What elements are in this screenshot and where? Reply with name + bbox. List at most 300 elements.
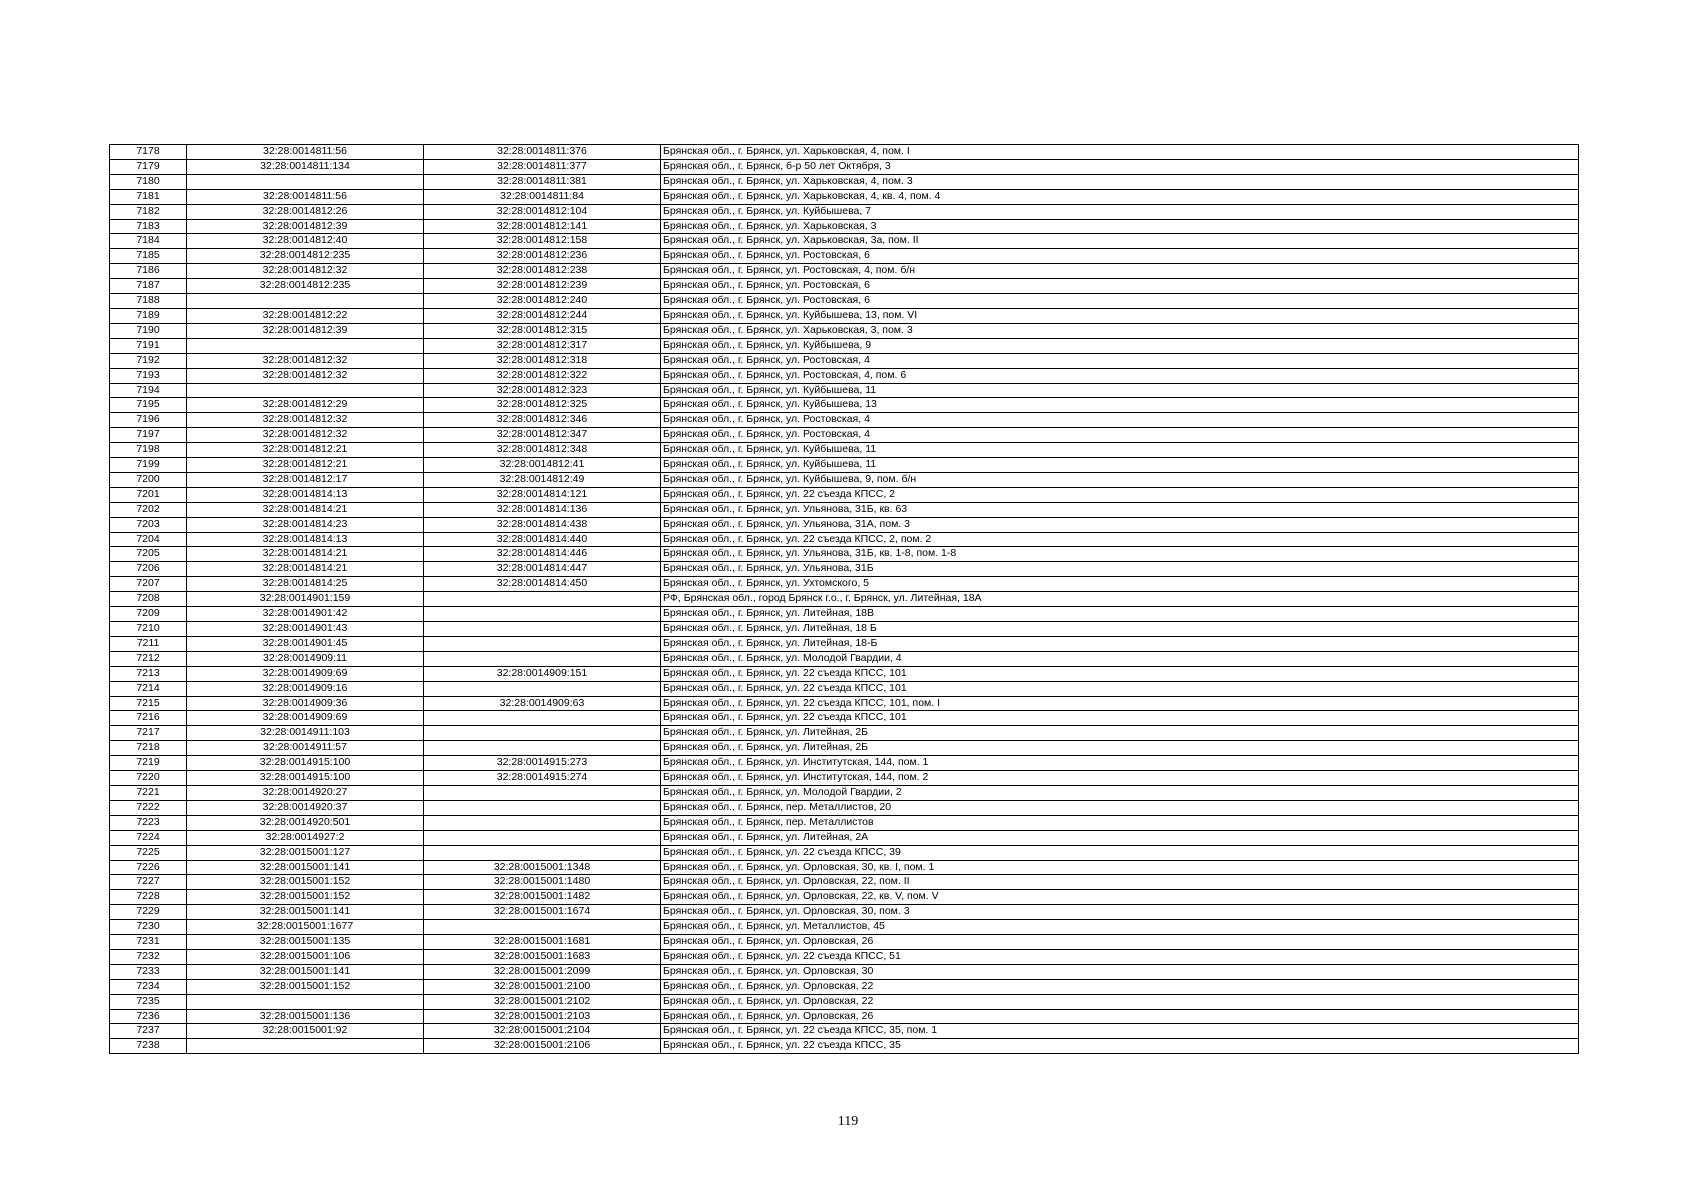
land-plot-number-cell: 32:28:0014814:13	[187, 532, 424, 547]
row-number-cell: 7193	[110, 368, 187, 383]
table-row	[110, 577, 1579, 592]
address-cell: Брянская обл., г. Брянск, ул. Орловская, 22	[661, 994, 1579, 1009]
row-number-cell: 7234	[110, 979, 187, 994]
address-cell: РФ, Брянская обл., город Брянск г.о., г. Брянск, ул. Литейная, 18А	[661, 592, 1579, 607]
table-row	[110, 666, 1579, 681]
row-number-cell: 7230	[110, 920, 187, 935]
table-row	[110, 159, 1579, 174]
row-number-cell: 7228	[110, 890, 187, 905]
land-plot-number-cell: 32:28:0014812:39	[187, 323, 424, 338]
object-number-cell: 32:28:0014812:104	[424, 204, 661, 219]
table-row	[110, 949, 1579, 964]
address-cell: Брянская обл., г. Брянск, ул. Орловская, 22, кв. V, пом. V	[661, 890, 1579, 905]
address-cell: Брянская обл., г. Брянск, ул. Харьковская, 3	[661, 219, 1579, 234]
address-cell: Брянская обл., г. Брянск, ул. Ухтомского, 5	[661, 577, 1579, 592]
address-cell: Брянская обл., г. Брянск, ул. Литейная, 18 Б	[661, 622, 1579, 637]
row-number-cell: 7179	[110, 159, 187, 174]
object-number-cell	[424, 800, 661, 815]
address-cell: Брянская обл., г. Брянск, ул. Харьковская, 4, пом. I	[661, 145, 1579, 160]
object-number-cell: 32:28:0014812:239	[424, 279, 661, 294]
object-number-cell: 32:28:0014812:236	[424, 249, 661, 264]
table-row	[110, 234, 1579, 249]
address-cell: Брянская обл., г. Брянск, ул. Молодой Гвардии, 4	[661, 651, 1579, 666]
table-row	[110, 935, 1579, 950]
row-number-cell: 7207	[110, 577, 187, 592]
land-plot-number-cell: 32:28:0015001:141	[187, 860, 424, 875]
address-cell: Брянская обл., г. Брянск, ул. Орловская, 30, кв. I, пом. 1	[661, 860, 1579, 875]
table-row	[110, 443, 1579, 458]
row-number-cell: 7194	[110, 383, 187, 398]
address-cell: Брянская обл., г. Брянск, ул. Куйбышева, 7	[661, 204, 1579, 219]
land-plot-number-cell: 32:28:0015001:135	[187, 935, 424, 950]
object-number-cell: 32:28:0014811:84	[424, 189, 661, 204]
row-number-cell: 7236	[110, 1009, 187, 1024]
table-row	[110, 428, 1579, 443]
object-number-cell	[424, 636, 661, 651]
land-plot-number-cell: 32:28:0014814:23	[187, 517, 424, 532]
land-plot-number-cell	[187, 294, 424, 309]
object-number-cell: 32:28:0014814:447	[424, 562, 661, 577]
row-number-cell: 7200	[110, 472, 187, 487]
land-plot-number-cell: 32:28:0015001:152	[187, 890, 424, 905]
row-number-cell: 7235	[110, 994, 187, 1009]
land-plot-number-cell: 32:28:0014814:21	[187, 562, 424, 577]
address-cell: Брянская обл., г. Брянск, ул. Куйбышева, 11	[661, 443, 1579, 458]
table-row	[110, 607, 1579, 622]
address-cell: Брянская обл., г. Брянск, ул. Литейная, 2А	[661, 830, 1579, 845]
row-number-cell: 7210	[110, 622, 187, 637]
row-number-cell: 7208	[110, 592, 187, 607]
table-row	[110, 741, 1579, 756]
table-row	[110, 398, 1579, 413]
address-cell: Брянская обл., г. Брянск, ул. Орловская, 26	[661, 1009, 1579, 1024]
table-row	[110, 964, 1579, 979]
object-number-cell: 32:28:0014814:438	[424, 517, 661, 532]
object-number-cell	[424, 592, 661, 607]
table-row	[110, 279, 1579, 294]
table-row	[110, 1039, 1579, 1054]
address-cell: Брянская обл., г. Брянск, ул. Литейная, 2Б	[661, 726, 1579, 741]
address-cell: Брянская обл., г. Брянск, ул. Литейная, 18В	[661, 607, 1579, 622]
object-number-cell: 32:28:0014812:348	[424, 443, 661, 458]
object-number-cell: 32:28:0015001:1482	[424, 890, 661, 905]
address-cell: Брянская обл., г. Брянск, ул. 22 съезда КПСС, 35, пом. 1	[661, 1024, 1579, 1039]
table-row	[110, 681, 1579, 696]
object-number-cell: 32:28:0014811:377	[424, 159, 661, 174]
table-row	[110, 771, 1579, 786]
cadastral-table	[109, 144, 1579, 1054]
land-plot-number-cell: 32:28:0014812:235	[187, 249, 424, 264]
row-number-cell: 7205	[110, 547, 187, 562]
land-plot-number-cell: 32:28:0014920:37	[187, 800, 424, 815]
row-number-cell: 7201	[110, 487, 187, 502]
land-plot-number-cell: 32:28:0015001:152	[187, 979, 424, 994]
land-plot-number-cell: 32:28:0014812:26	[187, 204, 424, 219]
address-cell: Брянская обл., г. Брянск, ул. Ростовская, 4	[661, 428, 1579, 443]
address-cell: Брянская обл., г. Брянск, ул. 22 съезда КПСС, 101, пом. I	[661, 696, 1579, 711]
land-plot-number-cell: 32:28:0014915:100	[187, 756, 424, 771]
object-number-cell: 32:28:0015001:1348	[424, 860, 661, 875]
row-number-cell: 7202	[110, 502, 187, 517]
table-row	[110, 905, 1579, 920]
table-row	[110, 145, 1579, 160]
object-number-cell: 32:28:0014812:322	[424, 368, 661, 383]
row-number-cell: 7214	[110, 681, 187, 696]
table-row	[110, 353, 1579, 368]
row-number-cell: 7198	[110, 443, 187, 458]
land-plot-number-cell: 32:28:0015001:152	[187, 875, 424, 890]
address-cell: Брянская обл., г. Брянск, ул. Харьковская, 4, пом. 3	[661, 174, 1579, 189]
row-number-cell: 7188	[110, 294, 187, 309]
table-row	[110, 532, 1579, 547]
row-number-cell: 7191	[110, 338, 187, 353]
address-cell: Брянская обл., г. Брянск, ул. 22 съезда КПСС, 51	[661, 949, 1579, 964]
land-plot-number-cell: 32:28:0014901:43	[187, 622, 424, 637]
table-row	[110, 219, 1579, 234]
table-row	[110, 994, 1579, 1009]
object-number-cell: 32:28:0014812:240	[424, 294, 661, 309]
address-cell: Брянская обл., г. Брянск, ул. Ульянова, 31Б, кв. 63	[661, 502, 1579, 517]
table-row	[110, 845, 1579, 860]
table-row	[110, 890, 1579, 905]
object-number-cell: 32:28:0015001:2100	[424, 979, 661, 994]
land-plot-number-cell: 32:28:0014911:103	[187, 726, 424, 741]
row-number-cell: 7197	[110, 428, 187, 443]
object-number-cell: 32:28:0014812:141	[424, 219, 661, 234]
object-number-cell: 32:28:0015001:2103	[424, 1009, 661, 1024]
table-row	[110, 413, 1579, 428]
row-number-cell: 7233	[110, 964, 187, 979]
land-plot-number-cell: 32:28:0014814:21	[187, 547, 424, 562]
object-number-cell: 32:28:0014812:315	[424, 323, 661, 338]
land-plot-number-cell	[187, 383, 424, 398]
land-plot-number-cell: 32:28:0014909:11	[187, 651, 424, 666]
row-number-cell: 7182	[110, 204, 187, 219]
table-row	[110, 711, 1579, 726]
object-number-cell	[424, 726, 661, 741]
object-number-cell: 32:28:0015001:2104	[424, 1024, 661, 1039]
object-number-cell: 32:28:0014812:325	[424, 398, 661, 413]
address-cell: Брянская обл., г. Брянск, ул. Куйбышева, 11	[661, 383, 1579, 398]
table-row	[110, 592, 1579, 607]
land-plot-number-cell: 32:28:0014911:57	[187, 741, 424, 756]
object-number-cell: 32:28:0015001:1683	[424, 949, 661, 964]
land-plot-number-cell: 32:28:0014812:40	[187, 234, 424, 249]
address-cell: Брянская обл., г. Брянск, ул. Куйбышева, 9, пом. б/н	[661, 472, 1579, 487]
address-cell: Брянская обл., г. Брянск, ул. Литейная, 2Б	[661, 741, 1579, 756]
address-cell: Брянская обл., г. Брянск, ул. Орловская, 22, пом. II	[661, 875, 1579, 890]
row-number-cell: 7213	[110, 666, 187, 681]
table-row	[110, 502, 1579, 517]
address-cell: Брянская обл., г. Брянск, пер. Металлистов, 20	[661, 800, 1579, 815]
land-plot-number-cell: 32:28:0014927:2	[187, 830, 424, 845]
land-plot-number-cell: 32:28:0014901:42	[187, 607, 424, 622]
row-number-cell: 7229	[110, 905, 187, 920]
row-number-cell: 7195	[110, 398, 187, 413]
row-number-cell: 7225	[110, 845, 187, 860]
table-body	[110, 145, 1579, 1054]
land-plot-number-cell: 32:28:0014920:501	[187, 815, 424, 830]
table-row	[110, 383, 1579, 398]
object-number-cell	[424, 681, 661, 696]
land-plot-number-cell: 32:28:0014920:27	[187, 785, 424, 800]
land-plot-number-cell: 32:28:0015001:141	[187, 964, 424, 979]
table-row	[110, 189, 1579, 204]
address-cell: Брянская обл., г. Брянск, ул. Куйбышева, 11	[661, 458, 1579, 473]
land-plot-number-cell	[187, 174, 424, 189]
land-plot-number-cell: 32:28:0015001:92	[187, 1024, 424, 1039]
table-row	[110, 920, 1579, 935]
row-number-cell: 7223	[110, 815, 187, 830]
address-cell: Брянская обл., г. Брянск, ул. 22 съезда КПСС, 35	[661, 1039, 1579, 1054]
object-number-cell: 32:28:0014814:440	[424, 532, 661, 547]
object-number-cell: 32:28:0015001:2099	[424, 964, 661, 979]
address-cell: Брянская обл., г. Брянск, ул. 22 съезда КПСС, 101	[661, 711, 1579, 726]
table-row	[110, 860, 1579, 875]
object-number-cell: 32:28:0014915:273	[424, 756, 661, 771]
address-cell: Брянская обл., г. Брянск, ул. Харьковская, 4, кв. 4, пом. 4	[661, 189, 1579, 204]
address-cell: Брянская обл., г. Брянск, ул. Куйбышева, 13, пом. VI	[661, 308, 1579, 323]
address-cell: Брянская обл., г. Брянск, ул. Харьковская, 3, пом. 3	[661, 323, 1579, 338]
row-number-cell: 7189	[110, 308, 187, 323]
address-cell: Брянская обл., г. Брянск, ул. Орловская, 30, пом. 3	[661, 905, 1579, 920]
row-number-cell: 7218	[110, 741, 187, 756]
land-plot-number-cell: 32:28:0015001:136	[187, 1009, 424, 1024]
row-number-cell: 7227	[110, 875, 187, 890]
row-number-cell: 7192	[110, 353, 187, 368]
address-cell: Брянская обл., г. Брянск, ул. 22 съезда КПСС, 101	[661, 681, 1579, 696]
address-cell: Брянская обл., г. Брянск, ул. Ульянова, 31А, пом. 3	[661, 517, 1579, 532]
table-row	[110, 875, 1579, 890]
object-number-cell: 32:28:0015001:1480	[424, 875, 661, 890]
object-number-cell: 32:28:0014814:446	[424, 547, 661, 562]
land-plot-number-cell: 32:28:0014811:56	[187, 145, 424, 160]
table-row	[110, 651, 1579, 666]
row-number-cell: 7226	[110, 860, 187, 875]
address-cell: Брянская обл., г. Брянск, ул. Ростовская, 6	[661, 279, 1579, 294]
row-number-cell: 7216	[110, 711, 187, 726]
land-plot-number-cell: 32:28:0014812:32	[187, 368, 424, 383]
table-row	[110, 323, 1579, 338]
address-cell: Брянская обл., г. Брянск, ул. Ростовская, 4	[661, 353, 1579, 368]
land-plot-number-cell: 32:28:0015001:1677	[187, 920, 424, 935]
table-row	[110, 696, 1579, 711]
object-number-cell: 32:28:0014811:381	[424, 174, 661, 189]
table-row	[110, 249, 1579, 264]
address-cell: Брянская обл., г. Брянск, ул. Куйбышева, 9	[661, 338, 1579, 353]
row-number-cell: 7181	[110, 189, 187, 204]
table-row	[110, 517, 1579, 532]
row-number-cell: 7219	[110, 756, 187, 771]
land-plot-number-cell	[187, 338, 424, 353]
table-row	[110, 979, 1579, 994]
object-number-cell: 32:28:0014812:318	[424, 353, 661, 368]
row-number-cell: 7222	[110, 800, 187, 815]
address-cell: Брянская обл., г. Брянск, ул. Ростовская, 4, пом. 6	[661, 368, 1579, 383]
row-number-cell: 7231	[110, 935, 187, 950]
object-number-cell: 32:28:0014812:317	[424, 338, 661, 353]
table-row	[110, 785, 1579, 800]
address-cell: Брянская обл., г. Брянск, ул. 22 съезда КПСС, 39	[661, 845, 1579, 860]
address-cell: Брянская обл., г. Брянск, ул. 22 съезда КПСС, 2	[661, 487, 1579, 502]
table-row	[110, 756, 1579, 771]
table-row	[110, 174, 1579, 189]
object-number-cell: 32:28:0014812:244	[424, 308, 661, 323]
address-cell: Брянская обл., г. Брянск, ул. Институтская, 144, пом. 1	[661, 756, 1579, 771]
row-number-cell: 7180	[110, 174, 187, 189]
land-plot-number-cell: 32:28:0014812:32	[187, 428, 424, 443]
row-number-cell: 7184	[110, 234, 187, 249]
row-number-cell: 7221	[110, 785, 187, 800]
table-row	[110, 472, 1579, 487]
land-plot-number-cell: 32:28:0015001:141	[187, 905, 424, 920]
object-number-cell: 32:28:0014909:63	[424, 696, 661, 711]
table-row	[110, 800, 1579, 815]
land-plot-number-cell: 32:28:0014909:16	[187, 681, 424, 696]
land-plot-number-cell: 32:28:0014814:13	[187, 487, 424, 502]
address-cell: Брянская обл., г. Брянск, ул. Ростовская, 4, пом. б/н	[661, 264, 1579, 279]
row-number-cell: 7190	[110, 323, 187, 338]
object-number-cell: 32:28:0015001:2102	[424, 994, 661, 1009]
object-number-cell	[424, 845, 661, 860]
row-number-cell: 7209	[110, 607, 187, 622]
land-plot-number-cell: 32:28:0014811:56	[187, 189, 424, 204]
land-plot-number-cell: 32:28:0015001:106	[187, 949, 424, 964]
address-cell: Брянская обл., г. Брянск, ул. Орловская, 26	[661, 935, 1579, 950]
row-number-cell: 7217	[110, 726, 187, 741]
table-row	[110, 368, 1579, 383]
table-row	[110, 622, 1579, 637]
land-plot-number-cell: 32:28:0014812:29	[187, 398, 424, 413]
object-number-cell: 32:28:0014909:151	[424, 666, 661, 681]
object-number-cell: 32:28:0014812:346	[424, 413, 661, 428]
object-number-cell: 32:28:0015001:2106	[424, 1039, 661, 1054]
row-number-cell: 7238	[110, 1039, 187, 1054]
land-plot-number-cell: 32:28:0014812:32	[187, 353, 424, 368]
row-number-cell: 7185	[110, 249, 187, 264]
table-row	[110, 1009, 1579, 1024]
object-number-cell: 32:28:0014812:158	[424, 234, 661, 249]
row-number-cell: 7237	[110, 1024, 187, 1039]
object-number-cell: 32:28:0014812:323	[424, 383, 661, 398]
row-number-cell: 7224	[110, 830, 187, 845]
land-plot-number-cell: 32:28:0014901:45	[187, 636, 424, 651]
land-plot-number-cell: 32:28:0014812:235	[187, 279, 424, 294]
row-number-cell: 7203	[110, 517, 187, 532]
land-plot-number-cell: 32:28:0014814:25	[187, 577, 424, 592]
address-cell: Брянская обл., г. Брянск, ул. Ростовская, 4	[661, 413, 1579, 428]
row-number-cell: 7206	[110, 562, 187, 577]
address-cell: Брянская обл., г. Брянск, ул. Металлистов, 45	[661, 920, 1579, 935]
land-plot-number-cell: 32:28:0014915:100	[187, 771, 424, 786]
object-number-cell: 32:28:0014812:49	[424, 472, 661, 487]
land-plot-number-cell: 32:28:0014909:36	[187, 696, 424, 711]
object-number-cell: 32:28:0015001:1674	[424, 905, 661, 920]
land-plot-number-cell	[187, 994, 424, 1009]
object-number-cell: 32:28:0014812:238	[424, 264, 661, 279]
table-row	[110, 264, 1579, 279]
address-cell: Брянская обл., г. Брянск, ул. Молодой Гвардии, 2	[661, 785, 1579, 800]
table-row	[110, 204, 1579, 219]
address-cell: Брянская обл., г. Брянск, б-р 50 лет Октября, 3	[661, 159, 1579, 174]
table-row	[110, 487, 1579, 502]
object-number-cell	[424, 741, 661, 756]
row-number-cell: 7187	[110, 279, 187, 294]
object-number-cell	[424, 785, 661, 800]
object-number-cell: 32:28:0014812:41	[424, 458, 661, 473]
land-plot-number-cell: 32:28:0015001:127	[187, 845, 424, 860]
address-cell: Брянская обл., г. Брянск, ул. 22 съезда КПСС, 2, пом. 2	[661, 532, 1579, 547]
object-number-cell: 32:28:0014812:347	[424, 428, 661, 443]
row-number-cell: 7204	[110, 532, 187, 547]
object-number-cell	[424, 651, 661, 666]
land-plot-number-cell: 32:28:0014901:159	[187, 592, 424, 607]
object-number-cell	[424, 830, 661, 845]
row-number-cell: 7183	[110, 219, 187, 234]
address-cell: Брянская обл., г. Брянск, ул. Ростовская, 6	[661, 249, 1579, 264]
object-number-cell	[424, 920, 661, 935]
object-number-cell: 32:28:0014915:274	[424, 771, 661, 786]
address-cell: Брянская обл., г. Брянск, ул. Ростовская, 6	[661, 294, 1579, 309]
table-row	[110, 308, 1579, 323]
address-cell: Брянская обл., г. Брянск, ул. Ульянова, 31Б, кв. 1-8, пом. 1-8	[661, 547, 1579, 562]
row-number-cell: 7220	[110, 771, 187, 786]
row-number-cell: 7211	[110, 636, 187, 651]
row-number-cell: 7232	[110, 949, 187, 964]
address-cell: Брянская обл., г. Брянск, ул. Орловская, 30	[661, 964, 1579, 979]
object-number-cell	[424, 607, 661, 622]
land-plot-number-cell: 32:28:0014811:134	[187, 159, 424, 174]
address-cell: Брянская обл., г. Брянск, пер. Металлистов	[661, 815, 1579, 830]
row-number-cell: 7199	[110, 458, 187, 473]
object-number-cell	[424, 815, 661, 830]
address-cell: Брянская обл., г. Брянск, ул. Институтская, 144, пом. 2	[661, 771, 1579, 786]
row-number-cell: 7215	[110, 696, 187, 711]
address-cell: Брянская обл., г. Брянск, ул. Ульянова, 31Б	[661, 562, 1579, 577]
address-cell: Брянская обл., г. Брянск, ул. Куйбышева, 13	[661, 398, 1579, 413]
table-row	[110, 815, 1579, 830]
table-row	[110, 636, 1579, 651]
object-number-cell: 32:28:0014814:136	[424, 502, 661, 517]
table-row	[110, 547, 1579, 562]
object-number-cell: 32:28:0015001:1681	[424, 935, 661, 950]
row-number-cell: 7196	[110, 413, 187, 428]
land-plot-number-cell: 32:28:0014909:69	[187, 711, 424, 726]
land-plot-number-cell: 32:28:0014812:32	[187, 264, 424, 279]
row-number-cell: 7212	[110, 651, 187, 666]
row-number-cell: 7186	[110, 264, 187, 279]
table-row	[110, 294, 1579, 309]
object-number-cell: 32:28:0014814:121	[424, 487, 661, 502]
table-row	[110, 726, 1579, 741]
object-number-cell: 32:28:0014811:376	[424, 145, 661, 160]
land-plot-number-cell: 32:28:0014812:21	[187, 458, 424, 473]
table-row	[110, 830, 1579, 845]
address-cell: Брянская обл., г. Брянск, ул. Орловская, 22	[661, 979, 1579, 994]
land-plot-number-cell: 32:28:0014812:17	[187, 472, 424, 487]
land-plot-number-cell: 32:28:0014909:69	[187, 666, 424, 681]
row-number-cell: 7178	[110, 145, 187, 160]
object-number-cell	[424, 622, 661, 637]
object-number-cell: 32:28:0014814:450	[424, 577, 661, 592]
table-row	[110, 458, 1579, 473]
table-row	[110, 562, 1579, 577]
page-number: 119	[837, 1114, 859, 1129]
land-plot-number-cell: 32:28:0014812:32	[187, 413, 424, 428]
address-cell: Брянская обл., г. Брянск, ул. Литейная, 18-Б	[661, 636, 1579, 651]
land-plot-number-cell	[187, 1039, 424, 1054]
object-number-cell	[424, 711, 661, 726]
